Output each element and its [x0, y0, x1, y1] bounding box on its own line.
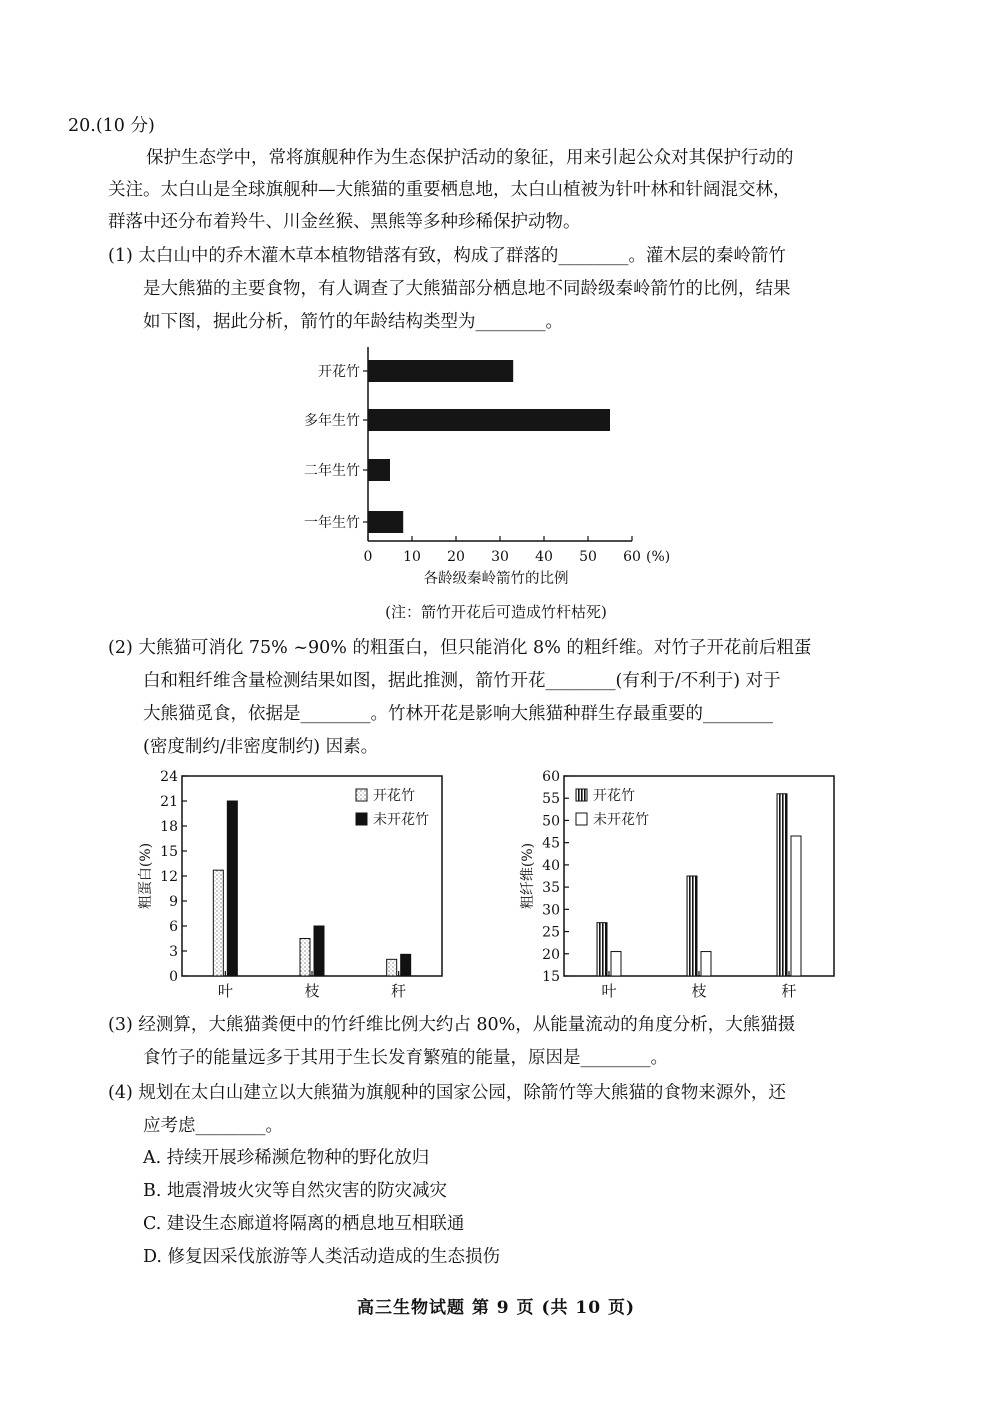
part2-line-4: (密度制约/非密度制约) 因素。 [143, 737, 379, 757]
question-number: 20. [68, 116, 96, 136]
y-axis-title: 粗蛋白(%) [138, 842, 154, 910]
option-d: D. 修复因采伐旅游等人类活动造成的生态损伤 [143, 1247, 501, 1267]
y-tick-label: 18 [160, 819, 178, 835]
fiber-chart [500, 762, 860, 1007]
y-tick-label: 15 [542, 969, 560, 985]
x-tick-label: 20 [447, 549, 465, 565]
legend-swatch [356, 789, 367, 801]
legend-swatch [576, 789, 587, 801]
category-label: 二年生竹 [304, 463, 360, 479]
y-tick-label: 21 [160, 794, 178, 810]
x-tick-label: 秆 [781, 982, 797, 1000]
bar [597, 923, 607, 976]
category-label: 多年生竹 [304, 413, 360, 429]
legend-label: 开花竹 [373, 788, 415, 804]
part4-line-1: (4) 规划在太白山建立以大熊猫为旗舰种的国家公园，除箭竹等大熊猫的食物来源外，还 [108, 1083, 786, 1103]
x-tick-label: 50 [579, 549, 597, 565]
x-tick-label: 叶 [217, 982, 233, 1000]
part1-line-1: (1) 太白山中的乔木灌木草本植物错落有致，构成了群落的________。灌木层的秦岭箭竹 [108, 246, 786, 266]
y-tick-label: 45 [542, 835, 560, 852]
x-tick-label: 0 [363, 549, 373, 565]
y-tick-label: 12 [160, 869, 178, 885]
y-axis-title: 粗纤维(%) [520, 842, 536, 910]
y-tick-label: 0 [169, 969, 178, 985]
part2-line-2: 白和粗纤维含量检测结果如图，据此推测，箭竹开花________(有利于/不利于) 对于 [143, 671, 781, 691]
part1-line-2: 是大熊猫的主要食物，有人调查了大熊猫部分栖息地不同龄级秦岭箭竹的比例，结果 [143, 279, 791, 299]
protein-chart [120, 762, 460, 1007]
x-tick-label: 30 [491, 549, 509, 565]
bar [368, 511, 403, 533]
y-tick-label: 24 [160, 769, 178, 785]
page-footer: 高三生物试题 第 9 页 (共 10 页) [356, 1298, 636, 1318]
legend-label: 未开花竹 [593, 812, 649, 828]
part3-line-1: (3) 经测算，大熊猫粪便中的竹纤维比例大约占 80%，从能量流动的角度分析，大熊猫摄 [108, 1015, 796, 1035]
bar [314, 926, 324, 976]
option-b: B. 地震滑坡火灾等自然灾害的防灾减灾 [143, 1181, 447, 1201]
x-tick-label: 秆 [391, 982, 407, 1000]
age-structure-chart [280, 345, 700, 595]
legend-swatch [576, 813, 587, 825]
bar [687, 876, 697, 976]
intro-line-2: 关注。太白山是全球旗舰种—大熊猫的重要栖息地，太白山植被为针叶林和针阔混交林， [108, 180, 791, 200]
bar [701, 952, 711, 976]
part2-line-3: 大熊猫觅食，依据是________。竹林开花是影响大熊猫种群生存最重要的________ [143, 704, 773, 724]
y-tick-label: 9 [169, 894, 178, 910]
bar [387, 959, 397, 976]
y-tick-label: 20 [542, 946, 560, 963]
part1-line-3: 如下图，据此分析，箭竹的年龄结构类型为________。 [143, 312, 563, 332]
x-unit: (%) [646, 549, 671, 565]
bar [401, 954, 411, 976]
y-tick-label: 35 [542, 880, 560, 897]
bar [368, 409, 610, 431]
bar [777, 794, 787, 976]
bar [213, 870, 223, 976]
intro-line-1: 保护生态学中，常将旗舰种作为生态保护活动的象征，用来引起公众对其保护行动的 [146, 148, 794, 168]
y-tick-label: 15 [160, 844, 178, 860]
x-axis-title: 各龄级秦岭箭竹的比例 [423, 571, 569, 587]
x-tick-label: 60 [623, 549, 641, 565]
part4-line-2: 应考虑________。 [143, 1116, 283, 1136]
legend-label: 开花竹 [593, 788, 635, 804]
part3-line-2: 食竹子的能量远多于其用于生长发育繁殖的能量，原因是________。 [143, 1048, 668, 1068]
question-header [68, 114, 155, 138]
option-c: C. 建设生态廊道将隔离的栖息地互相联通 [143, 1214, 465, 1234]
x-tick-label: 10 [403, 549, 421, 565]
x-tick-label: 枝 [304, 982, 320, 1000]
y-tick-label: 25 [542, 924, 560, 941]
bar [368, 459, 390, 481]
intro-line-3: 群落中还分布着羚牛、川金丝猴、黑熊等多种珍稀保护动物。 [108, 212, 581, 232]
y-tick-label: 30 [542, 902, 560, 919]
y-tick-label: 50 [542, 813, 560, 830]
y-tick-label: 40 [542, 857, 560, 874]
bar [368, 360, 513, 382]
part2-line-1: (2) 大熊猫可消化 75% ~90% 的粗蛋白，但只能消化 8% 的粗纤维。对竹子开花前后粗蛋 [108, 638, 812, 658]
bar [300, 939, 310, 977]
x-tick-label: 叶 [601, 982, 617, 1000]
legend-swatch [356, 813, 367, 825]
y-tick-label: 6 [169, 919, 178, 935]
bar [611, 952, 621, 976]
category-label: 一年生竹 [304, 515, 360, 531]
legend-label: 未开花竹 [373, 812, 429, 828]
bar [227, 801, 237, 976]
y-tick-label: 60 [542, 769, 560, 785]
category-label: 开花竹 [318, 364, 360, 380]
bar [791, 836, 801, 976]
x-tick-label: 40 [535, 549, 553, 565]
x-tick-label: 枝 [691, 982, 707, 1000]
question-points: (10 分) [95, 116, 155, 136]
y-tick-label: 3 [169, 944, 178, 960]
option-a: A. 持续开展珍稀濒危物种的野化放归 [143, 1148, 430, 1168]
chart-note: (注：箭竹开花后可造成竹杆枯死) [385, 603, 607, 621]
y-tick-label: 55 [542, 791, 560, 808]
